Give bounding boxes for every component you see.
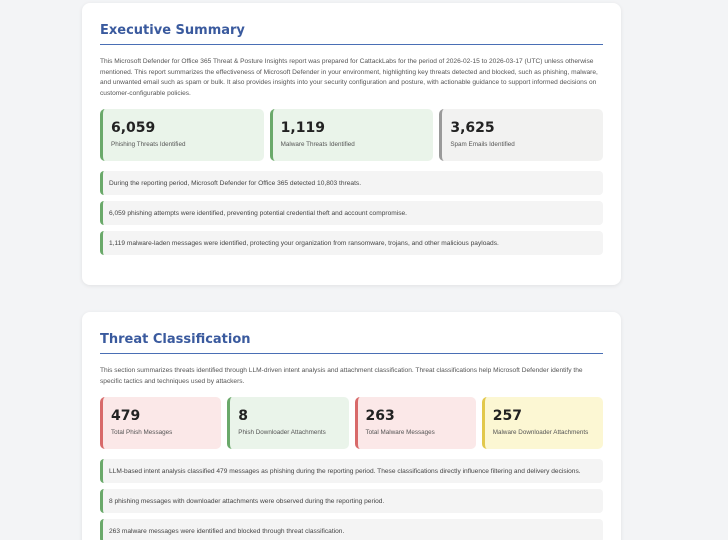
stat-malware: [270, 109, 434, 161]
section-title: Threat Classification: [100, 332, 603, 354]
stat-label: Malware Downloader Attachments: [492, 429, 589, 436]
stat-value: 257: [492, 408, 522, 424]
stats-row: [100, 109, 603, 161]
section-title: Executive Summary: [100, 23, 603, 45]
stat-label: Phish Downloader Attachments: [238, 429, 326, 436]
stat-value: 8: [238, 408, 248, 424]
finding-item: 1,119 malware-laden messages were identified, protecting your organization from ransomware, trojans, and other malicious payloads.: [100, 231, 603, 255]
executive-summary-card: [82, 3, 621, 285]
finding-item: 263 malware messages were identified and blocked through threat classification.: [100, 519, 603, 540]
findings-list: [100, 459, 603, 540]
finding-item: LLM-based intent analysis classified 479 messages as phishing during the reporting period. These classifications directly influence filtering and delivery decisions.: [100, 459, 603, 483]
section-intro: This Microsoft Defender for Office 365 Threat & Posture Insights report was prepared for CattackLabs for the period of 2026-02-15 to 2026-03-17 (UTC) unless otherwise mentioned. This report summarizes the effectiveness of Microsoft Defender in your environment, highlighting key threats detected and blocked, such as phishing, malware, and unwanted email such as spam or bulk. It also provides insights into your security configuration and posture, with actionable guidance to support informed decisions on customer-configurable policies.: [100, 58, 598, 97]
stat-spam: [439, 109, 603, 161]
stat-malware-downloader: [482, 397, 603, 449]
stat-phishing: [100, 109, 264, 161]
threat-classification-card: [82, 312, 621, 540]
section-intro: This section summarizes threats identified through LLM-driven intent analysis and attachment classification. Threat classifications help Microsoft Defender identify the specific tactics and techniques used by attackers.: [100, 367, 583, 385]
stat-label: Spam Emails Identified: [450, 141, 515, 148]
finding-item: 6,059 phishing attempts were identified, preventing potential credential theft and account compromise.: [100, 201, 603, 225]
findings-list: [100, 171, 603, 255]
stat-value: 3,625: [450, 120, 495, 136]
stat-value: 479: [111, 408, 141, 424]
stat-value: 1,119: [280, 120, 325, 136]
stat-label: Phishing Threats Identified: [111, 141, 186, 148]
stat-total-phish: [100, 397, 221, 449]
stats-row: [100, 397, 603, 449]
stat-label: Total Phish Messages: [111, 429, 173, 436]
finding-item: During the reporting period, Microsoft Defender for Office 365 detected 10,803 threats.: [100, 171, 603, 195]
stat-value: 6,059: [111, 120, 156, 136]
stat-value: 263: [365, 408, 395, 424]
stat-total-malware: [355, 397, 476, 449]
stat-label: Malware Threats Identified: [280, 141, 355, 148]
stat-label: Total Malware Messages: [365, 429, 435, 436]
finding-item: 8 phishing messages with downloader attachments were observed during the reporting period.: [100, 489, 603, 513]
stat-phish-downloader: [227, 397, 348, 449]
